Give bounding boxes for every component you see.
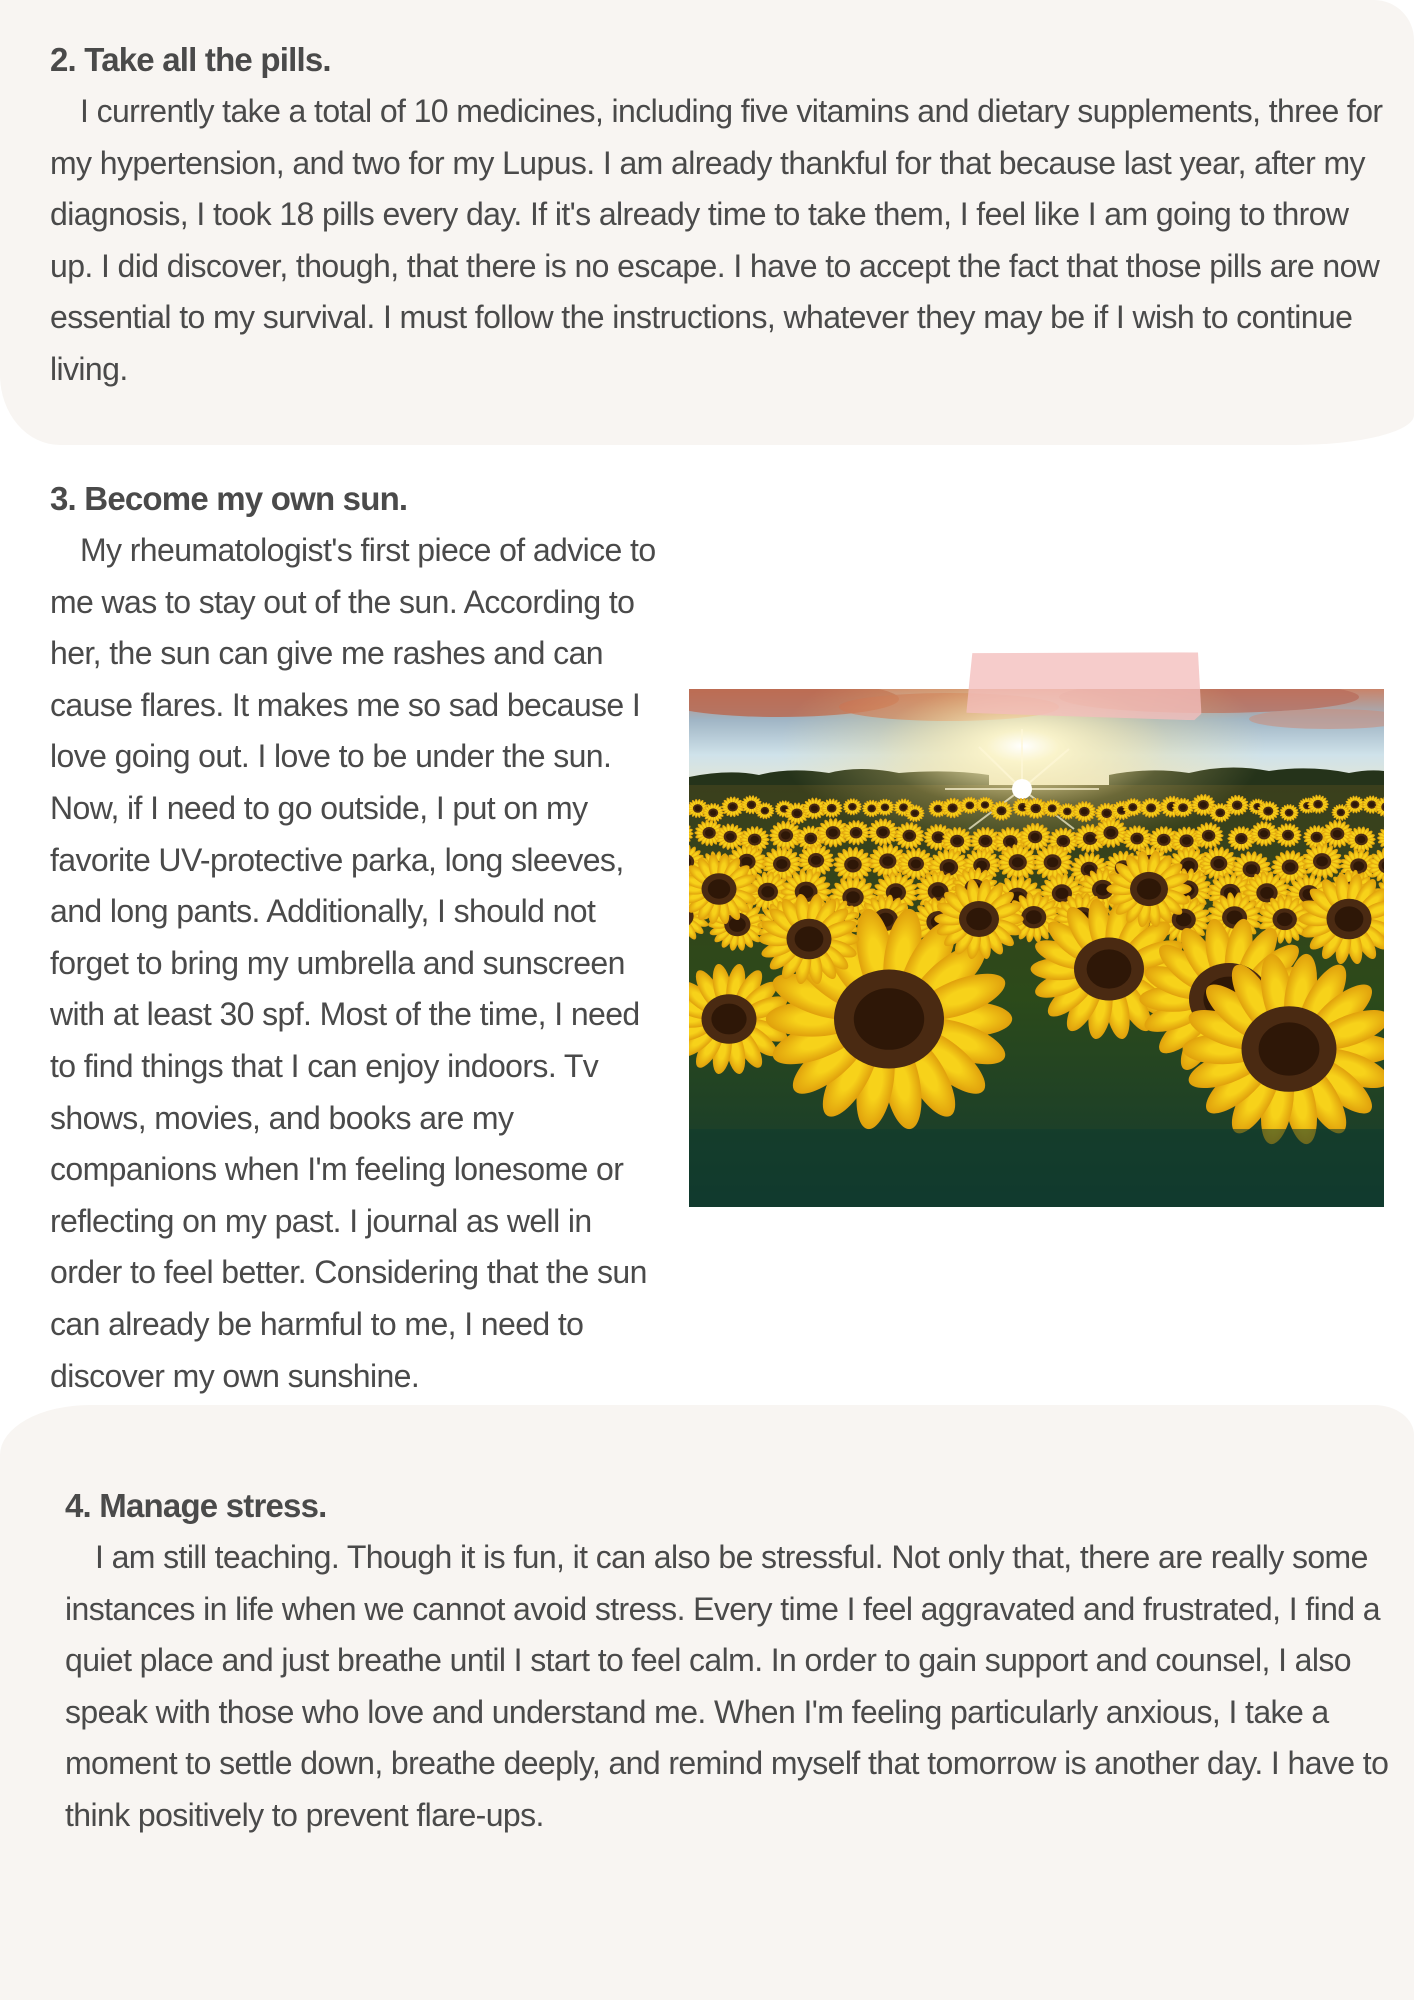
sunflower-field-photo	[689, 689, 1384, 1207]
section-heading: 3. Become my own sun.	[50, 480, 408, 517]
section-heading: 2. Take all the pills.	[50, 41, 331, 78]
washi-tape	[966, 648, 1202, 721]
section-manage-stress	[65, 1480, 1410, 1842]
section-heading: 4. Manage stress.	[65, 1487, 327, 1524]
section-take-pills	[50, 34, 1395, 396]
section-body: My rheumatologist's first piece of advice to me was to stay out of the sun. According to her, the sun can give me rashes and can cause flares. It makes me so sad because I love going out. I love to be under the sun. Now, if I need to go outside, I put on my favorite UV-protective parka, long sleeves, and long pants. Additionally, I should not forget to bring my umbrella and sunscreen with at least 30 spf. Most of the time, I need to find things that I can enjoy indoors. Tv shows, movies, and books are my companions when I'm feeling lonesome or reflecting on my past. I journal as well in order to feel better. Considering that the sun can already be harmful to me, I need to discover my own sunshine.	[50, 532, 656, 1394]
section-own-sun	[50, 473, 660, 1402]
section-body: I am still teaching. Though it is fun, it can also be stressful. Not only that, there are really some instances in life when we cannot avoid stress. Every time I feel aggravated and frustrated, I find a quiet place and just breathe until I start to feel calm. In order to gain support and counsel, I also speak with those who love and understand me. When I'm feeling particularly anxious, I take a moment to settle down, breathe deeply, and remind myself that tomorrow is another day. I have to think positively to prevent flare-ups.	[65, 1539, 1389, 1833]
section-body: I currently take a total of 10 medicines, including five vitamins and dietary supplements, three for my hypertension, and two for my Lupus. I am already thankful for that because last year, after my diagnosis, I took 18 pills every day. If it's already time to take them, I feel like I am going to throw up. I did discover, though, that there is no escape. I have to accept the fact that those pills are now essential to my survival. I must follow the instructions, whatever they may be if I wish to continue living.	[50, 93, 1383, 387]
